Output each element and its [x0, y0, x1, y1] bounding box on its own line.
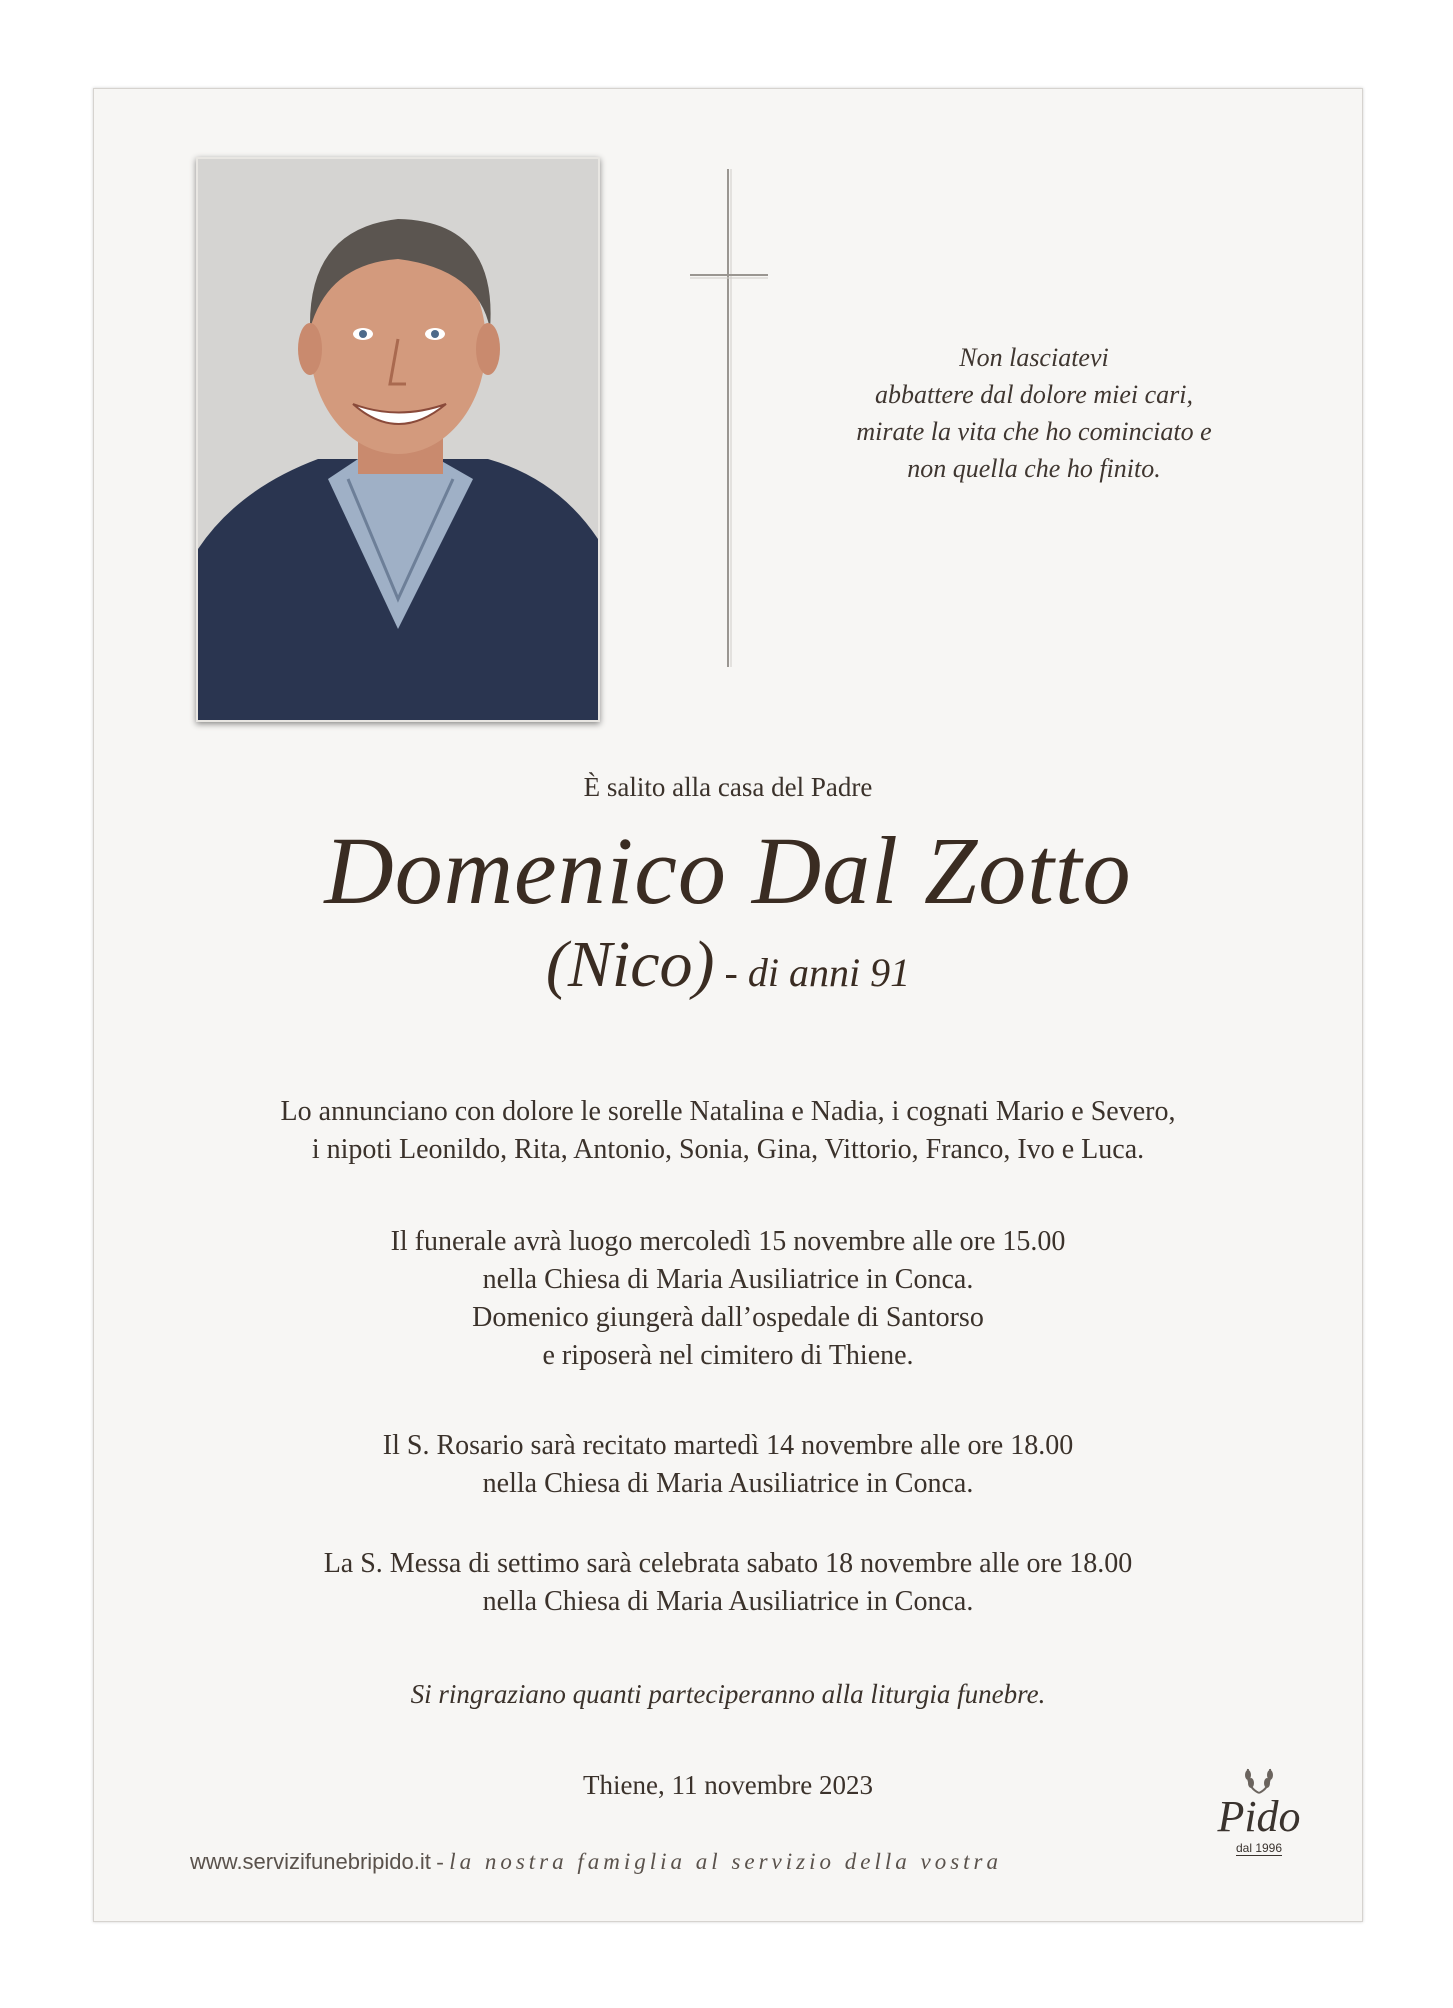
paragraph-line: Domenico giungerà dall’ospedale di Santorso	[472, 1302, 984, 1333]
family-announcement	[94, 1093, 1362, 1169]
quote-line: non quella che ho finito.	[907, 454, 1161, 483]
website-link[interactable]: www.servizifunebripido.it	[190, 1849, 431, 1874]
wreath-icon	[1242, 1761, 1276, 1795]
age: - di anni 91	[714, 950, 911, 995]
funeral-details	[94, 1223, 1362, 1375]
place-date: Thiene, 11 novembre 2023	[583, 1770, 873, 1800]
quote-line: mirate la vita che ho cominciato e	[856, 417, 1212, 446]
cross-icon	[690, 169, 770, 669]
paragraph-line: La S. Messa di settimo sarà celebrata sabato 18 novembre alle ore 18.00	[323, 1548, 1133, 1579]
logo-since: dal 1996	[1235, 1841, 1283, 1855]
paragraph-line: nella Chiesa di Maria Ausiliatrice in Conca.	[482, 1264, 974, 1295]
portrait-photo	[196, 157, 600, 722]
deceased-name: Domenico Dal Zotto	[324, 817, 1132, 924]
footer-tagline: la nostra famiglia al servizio della vostra	[449, 1849, 1002, 1874]
paragraph-line: Lo annunciano con dolore le sorelle Natalina e Nadia, i cognati Mario e Severo,	[280, 1096, 1176, 1127]
footer-separator: -	[430, 1849, 450, 1874]
intro-text: È salito alla casa del Padre	[583, 772, 873, 802]
paragraph-line: e riposerà nel cimitero di Thiene.	[542, 1340, 914, 1371]
rosary-details	[94, 1427, 1362, 1503]
logo-name: Pido	[1217, 1792, 1301, 1841]
obituary-sheet	[93, 88, 1363, 1922]
thanks-text: Si ringraziano quanti parteciperanno alla liturgia funebre.	[410, 1679, 1046, 1709]
memorial-quote	[784, 339, 1284, 487]
mass-details	[94, 1545, 1362, 1621]
quote-line: Non lasciatevi	[959, 343, 1109, 372]
paragraph-line: i nipoti Leonildo, Rita, Antonio, Sonia, Gina, Vittorio, Franco, Ivo e Luca.	[311, 1134, 1145, 1165]
company-logo	[1209, 1761, 1309, 1881]
paragraph-line: nella Chiesa di Maria Ausiliatrice in Conca.	[482, 1586, 974, 1617]
paragraph-line: Il funerale avrà luogo mercoledì 15 novembre alle ore 15.00	[390, 1226, 1066, 1257]
nickname-age-line	[94, 927, 1362, 1003]
paragraph-line: nella Chiesa di Maria Ausiliatrice in Conca.	[482, 1468, 974, 1499]
portrait-illustration	[198, 159, 598, 720]
paragraph-line: Il S. Rosario sarà recitato martedì 14 novembre alle ore 18.00	[382, 1430, 1074, 1461]
quote-line: abbattere dal dolore miei cari,	[875, 380, 1193, 409]
nickname: (Nico)	[545, 928, 715, 1001]
footer	[190, 1849, 1002, 1875]
